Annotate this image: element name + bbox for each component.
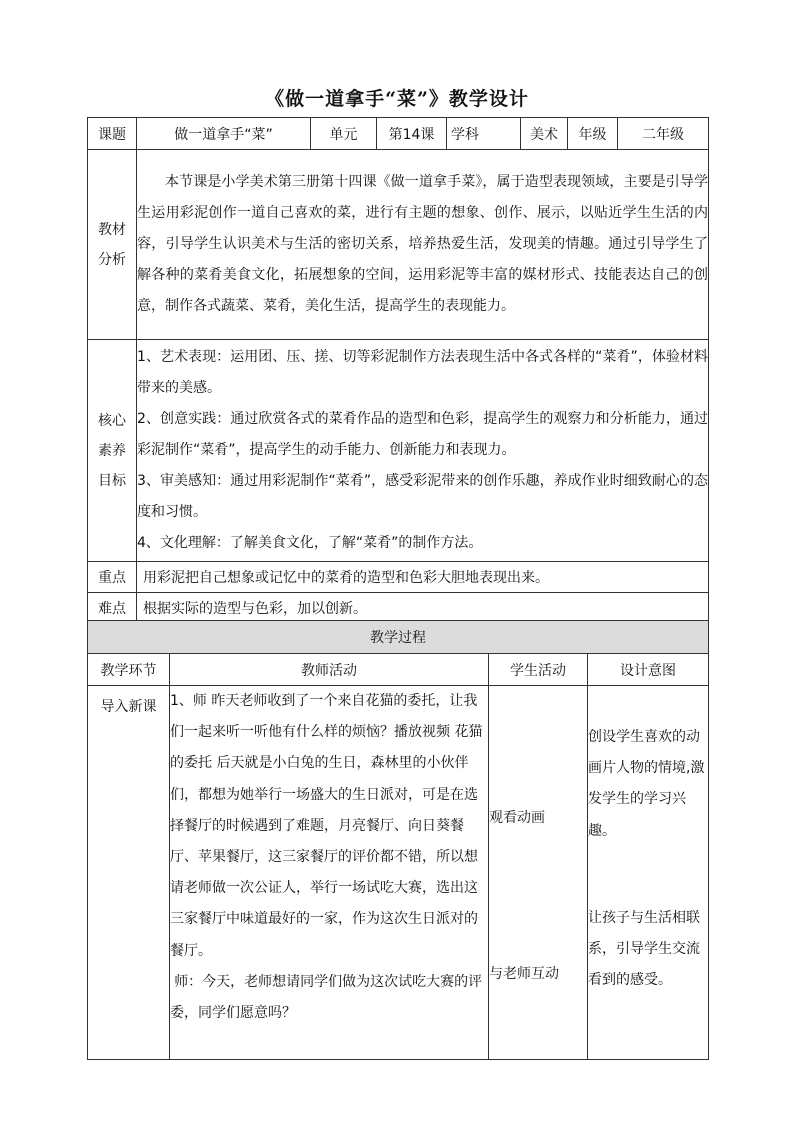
stage-cell: 导入新课 [88,686,170,1060]
design-intent-cell [588,686,709,1060]
process-heading: 教学过程 [88,621,709,654]
unit-value: 第14课 [377,118,447,150]
analysis-label [88,150,137,340]
difficulty-label: 难点 [88,593,137,624]
analysis-label-line1: 教材 [98,221,126,238]
subject-value: 美术 [521,118,568,150]
goals-label-line3: 目标 [98,472,126,489]
student-activity-cell [489,686,588,1060]
goal-item: 2、创意实践：通过欣赏各式的菜肴作品的造型和色彩，提高学生的观察力和分析能力，通过彩泥制作“菜肴”，提高学生的动手能力、创新能力和表现力。 [137,411,708,458]
subject-label: 学科 [447,118,521,150]
goal-item: 4、文化理解：了解美食文化，了解“菜肴”的制作方法。 [137,535,483,551]
lesson-info-table [87,117,709,624]
teacher-activity-p2: 师：今天，老师想请同学们做为这次试吃大赛的评委，同学们愿意吗？ [170,973,483,1022]
key-point-row [88,562,709,593]
process-table [87,620,709,1060]
key-point-label: 重点 [88,562,137,593]
analysis-row [88,150,709,340]
teacher-activity-cell [170,686,489,1060]
goal-item: 1、艺术表现：运用团、压、搓、切等彩泥制作方法表现生活中各式各样的“菜肴”，体验材料带来的美感。 [137,349,708,396]
column-header: 教学环节 [88,654,170,686]
unit-label: 单元 [311,118,377,150]
column-header: 设计意图 [588,654,709,686]
goals-label-line2: 素养 [98,442,126,459]
goal-item: 3、审美感知：通过用彩泥制作“菜肴”，感受彩泥带来的创作乐趣，养成作业时细致耐心的态度和习惯。 [137,473,708,520]
design-intent-2: 让孩子与生活相联系，引导学生交流看到的感受。 [588,909,700,989]
key-point-text: 用彩泥把自己想象或记忆中的菜肴的造型和色彩大胆地表现出来。 [137,562,709,593]
student-activity-1: 观看动画 [489,810,545,826]
difficulty-row [88,593,709,624]
lesson-label: 课题 [88,118,137,150]
table-row [88,686,709,1060]
goals-label [88,340,137,562]
goals-row [88,340,709,562]
grade-value: 二年级 [618,118,709,150]
teacher-activity-p1: 1、师 昨天老师收到了一个来自花猫的委托，让我们一起来听一听他有什么样的烦恼？播放视频 花猫的委托 后天就是小白兔的生日，森林里的小伙伴们，都想为她举行一场盛大的生日派对，可是在选择餐厅的时候遇到了难题，月亮餐厅、向日葵餐厅、苹果餐厅，这三家餐厅的评价都不错，所以想请老师做一次公证人，举行一场试吃大赛，选出这三家餐厅中味道最好的一家，作为这次生日派对的餐厅。 [170,693,483,959]
goals-label-line1: 核心 [98,412,126,429]
analysis-label-line2: 分析 [98,251,126,268]
goals-list [137,340,709,562]
analysis-text: 本节课是小学美术第三册第十四课《做一道拿手菜》，属于造型表现领域，主要是引导学生运用彩泥创作一道自己喜欢的菜，进行有主题的想象、创作、展示，以贴近学生生活的内容，引导学生认识美术与生活的密切关系，培养热爱生活，发现美的情趣。通过引导学生了解各种的菜肴美食文化，拓展想象的空间，运用彩泥等丰富的媒材形式、技能表达自己的创意，制作各式蔬菜、菜肴，美化生活，提高学生的表现能力。 [137,150,709,340]
column-header: 教师活动 [170,654,489,686]
design-intent-1: 创设学生喜欢的动画片人物的情境,激发学生的学习兴趣。 [588,729,705,839]
column-header: 学生活动 [489,654,588,686]
document-title: 《做一道拿手“菜”》教学设计 [265,88,529,110]
grade-label: 年级 [568,118,618,150]
lesson-value: 做一道拿手“菜” [137,118,311,150]
difficulty-text: 根据实际的造型与色彩，加以创新。 [137,593,709,624]
student-activity-2: 与老师互动 [489,966,559,982]
